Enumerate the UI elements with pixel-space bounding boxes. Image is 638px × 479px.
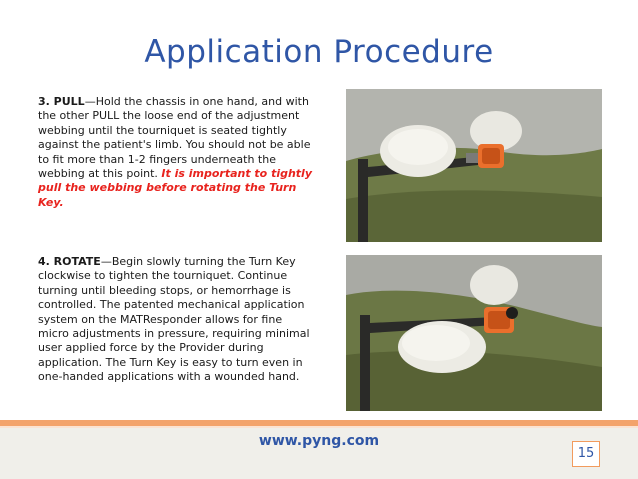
footer-url: www.pyng.com <box>258 433 380 449</box>
footer-bar <box>0 420 638 479</box>
step-4-body: —Begin slowly turning the Turn Key clockwise to tighten the tourniquet. Continue turning until bleeding stops, or hemorrhage is controlled. The patented mechanical application system on the MATResponder allows for fine micro adjustments in pressure, requiring minimal user applied force by the Provider during application. The Turn Key is easy to turn even in one-handed applications with a wounded hand. <box>38 255 310 384</box>
rotate-step-photo <box>346 255 602 411</box>
slide-title: Application Procedure <box>144 34 494 70</box>
step-3-emphasis: It is important to tightly pull the webbing before rotating the Turn Key. <box>38 167 313 209</box>
step-3-body: —Hold the chassis in one hand, and with the other PULL the loose end of the adjustment webbing until the tourniquet is seated tightly against the patient's limb. You should not be able to fit more than 1-2 fingers underneath the webbing at this point. <box>38 95 311 181</box>
pull-step-photo <box>346 89 602 242</box>
step-3-paragraph <box>38 95 313 210</box>
page-number: 15 <box>572 441 600 467</box>
step-4-heading: 4. ROTATE <box>38 255 101 268</box>
footer-accent-line-light <box>0 426 638 428</box>
step-4-paragraph <box>38 255 313 385</box>
step-3-heading: 3. PULL <box>38 95 85 108</box>
